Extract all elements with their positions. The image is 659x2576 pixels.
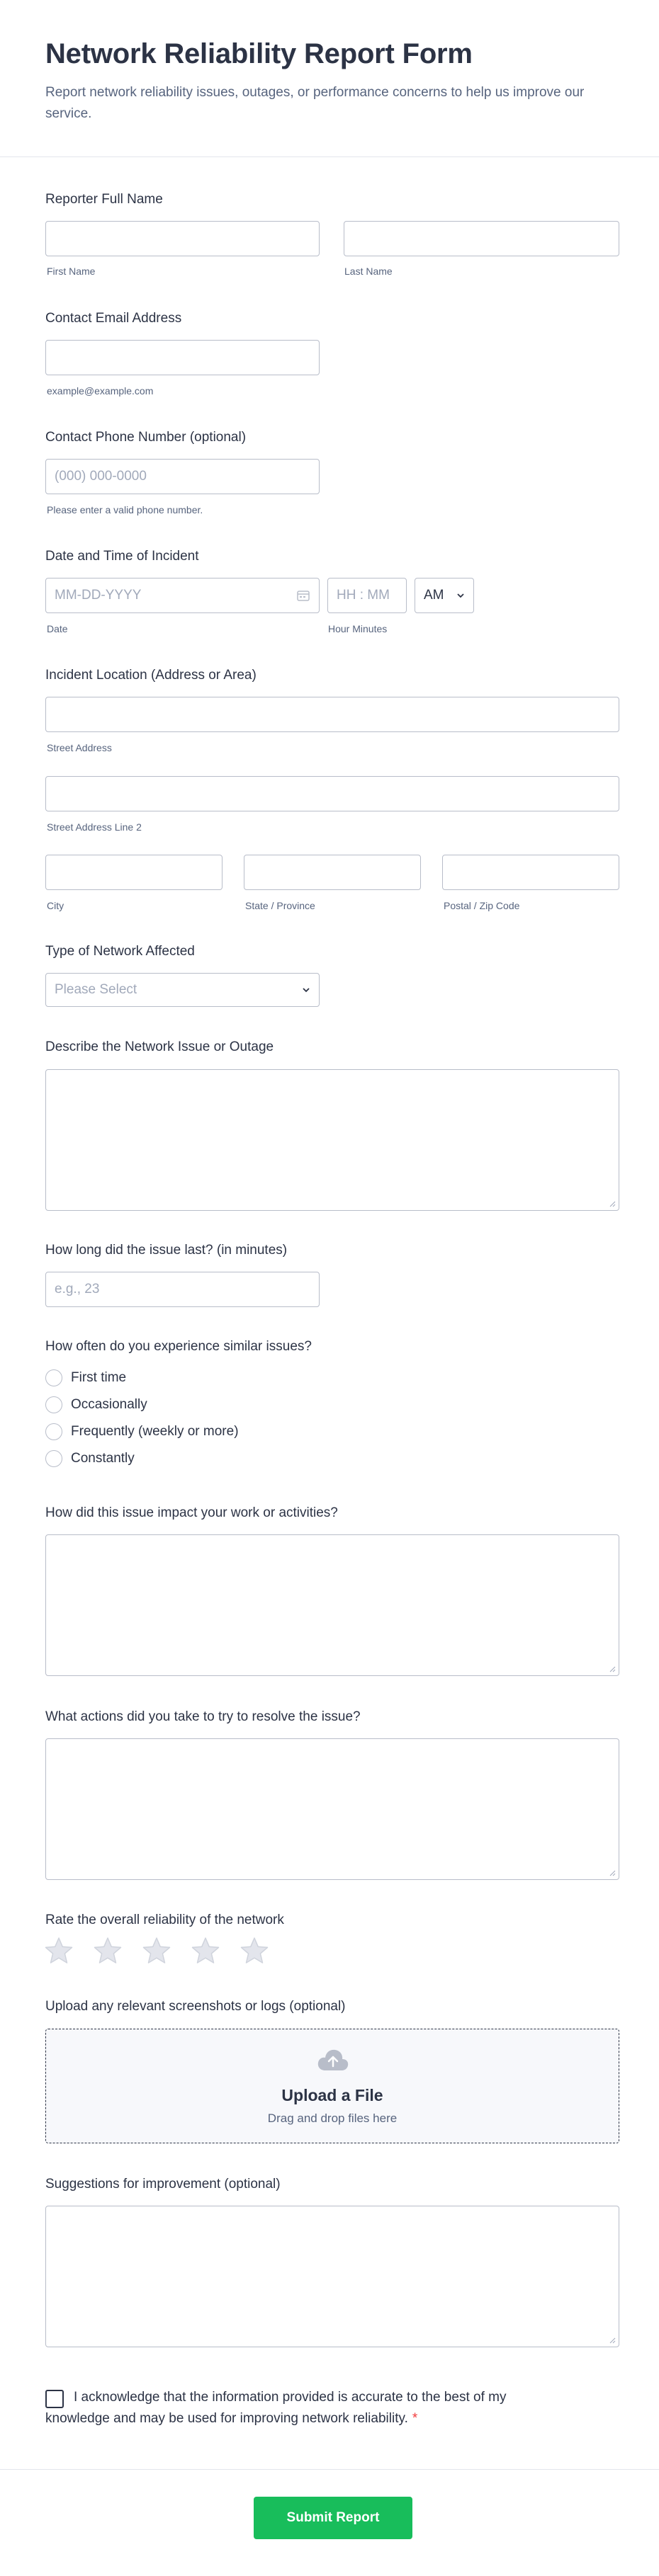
ampm-value: AM xyxy=(424,588,444,603)
acknowledge-text xyxy=(45,2387,556,2429)
resize-handle-icon[interactable] xyxy=(609,1666,616,1672)
zip-sublabel: Postal / Zip Code xyxy=(444,900,520,911)
radio-button[interactable] xyxy=(45,1450,62,1467)
upload-title: Upload a File xyxy=(281,2086,383,2104)
star-icon[interactable] xyxy=(191,1937,220,1965)
radio-label: Occasionally xyxy=(71,1397,147,1412)
impact-textarea[interactable] xyxy=(45,1534,619,1676)
frequency-label: How often do you experience similar issues? xyxy=(45,1339,312,1354)
reporter-name-label: Reporter Full Name xyxy=(45,192,163,207)
radio-button[interactable] xyxy=(45,1369,62,1386)
frequency-option[interactable] xyxy=(45,1395,147,1415)
street-address-sublabel: Street Address xyxy=(47,742,112,753)
suggestions-textarea[interactable] xyxy=(45,2206,619,2347)
upload-label: Upload any relevant screenshots or logs (optional) xyxy=(45,1999,346,2014)
rating-label: Rate the overall reliability of the network xyxy=(45,1913,284,1927)
star-icon[interactable] xyxy=(240,1937,269,1965)
cloud-upload-icon xyxy=(317,2048,349,2072)
frequency-option[interactable] xyxy=(45,1449,135,1469)
form-title: Network Reliability Report Form xyxy=(45,38,473,69)
network-type-value: Please Select xyxy=(55,982,137,997)
footer-divider xyxy=(0,2469,659,2470)
radio-button[interactable] xyxy=(45,1423,62,1440)
email-sublabel: example@example.com xyxy=(47,385,154,397)
email-field[interactable] xyxy=(45,340,320,375)
phone-input[interactable] xyxy=(45,459,320,494)
time-input[interactable] xyxy=(327,578,407,613)
radio-label: Constantly xyxy=(71,1451,135,1466)
first-name-sublabel: First Name xyxy=(47,266,96,277)
resize-handle-icon[interactable] xyxy=(609,2337,616,2344)
form-header xyxy=(0,0,659,157)
actions-textarea[interactable] xyxy=(45,1738,619,1880)
suggestions-label: Suggestions for improvement (optional) xyxy=(45,2177,281,2192)
radio-button[interactable] xyxy=(45,1396,62,1413)
network-type-select[interactable] xyxy=(45,973,320,1007)
radio-label: First time xyxy=(71,1370,127,1385)
star-icon[interactable] xyxy=(142,1937,171,1965)
describe-label: Describe the Network Issue or Outage xyxy=(45,1039,274,1054)
street-address-input[interactable] xyxy=(45,697,619,732)
duration-label: How long did the issue last? (in minutes) xyxy=(45,1243,288,1258)
state-sublabel: State / Province xyxy=(245,900,315,911)
location-label: Incident Location (Address or Area) xyxy=(45,668,257,683)
chevron-down-icon xyxy=(302,986,310,994)
datetime-label: Date and Time of Incident xyxy=(45,549,199,564)
date-picker[interactable] xyxy=(45,578,320,613)
state-input[interactable] xyxy=(244,855,421,890)
phone-sublabel: Please enter a valid phone number. xyxy=(47,504,203,515)
network-type-label: Type of Network Affected xyxy=(45,944,195,959)
ampm-select[interactable] xyxy=(415,578,474,613)
submit-button[interactable]: Submit Report xyxy=(254,2497,412,2539)
city-sublabel: City xyxy=(47,900,64,911)
actions-label: What actions did you take to try to resolve the issue? xyxy=(45,1709,361,1724)
phone-label: Contact Phone Number (optional) xyxy=(45,430,247,445)
file-upload-dropzone[interactable] xyxy=(45,2029,619,2143)
first-name-input[interactable] xyxy=(45,221,320,256)
last-name-input[interactable] xyxy=(344,221,619,256)
resize-handle-icon[interactable] xyxy=(609,1201,616,1207)
time-sublabel: Hour Minutes xyxy=(328,623,388,634)
upload-subtitle: Drag and drop files here xyxy=(267,2111,398,2125)
calendar-icon[interactable] xyxy=(297,590,310,601)
required-asterisk: * xyxy=(412,2411,418,2426)
zip-input[interactable] xyxy=(442,855,619,890)
star-icon[interactable] xyxy=(44,1937,74,1965)
radio-label: Frequently (weekly or more) xyxy=(71,1424,239,1439)
email-label: Contact Email Address xyxy=(45,311,182,326)
chevron-down-icon xyxy=(456,591,465,600)
resize-handle-icon[interactable] xyxy=(609,1870,616,1876)
impact-label: How did this issue impact your work or activities? xyxy=(45,1505,338,1520)
street-address-2-input[interactable] xyxy=(45,776,619,811)
form-description: Report network reliability issues, outages, or performance concerns to help us improve our service. xyxy=(45,85,585,121)
frequency-option[interactable] xyxy=(45,1368,126,1388)
duration-input[interactable] xyxy=(45,1272,320,1307)
star-icon[interactable] xyxy=(93,1937,123,1965)
date-input[interactable] xyxy=(45,578,320,613)
date-sublabel: Date xyxy=(47,623,68,634)
frequency-option[interactable] xyxy=(45,1422,239,1442)
street-address-2-sublabel: Street Address Line 2 xyxy=(47,821,142,833)
describe-textarea[interactable] xyxy=(45,1069,619,1211)
last-name-sublabel: Last Name xyxy=(344,266,393,277)
city-input[interactable] xyxy=(45,855,223,890)
acknowledge-label: I acknowledge that the information provided is accurate to the best of my knowledge and may be used for improving network reliability. xyxy=(45,2390,507,2426)
